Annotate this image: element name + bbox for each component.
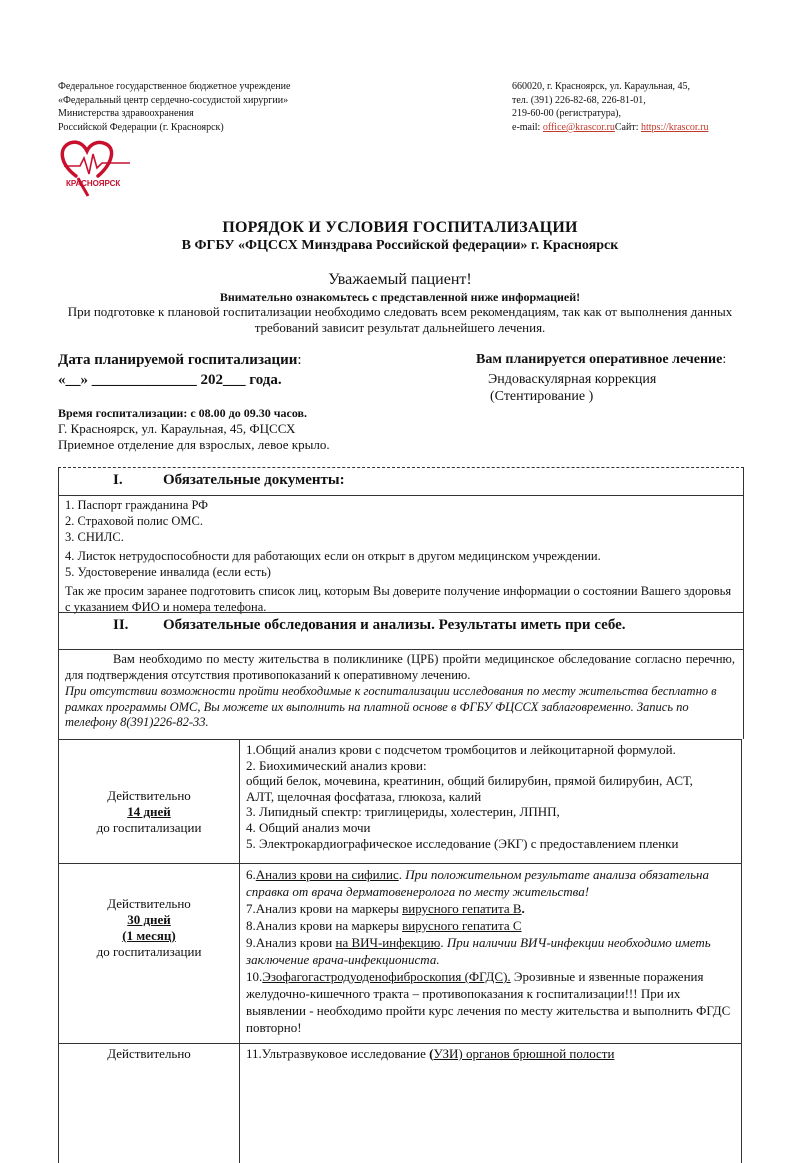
exam-item: 2. Биохимический анализ крови: (246, 757, 427, 773)
item-end: . (521, 901, 525, 916)
section-title: Обязательные обследования и анализы. Результаты иметь при себе. (163, 617, 626, 633)
hepatitis-b-test: вирусного гепатита В (402, 901, 522, 916)
operation-label-colon: : (722, 352, 727, 367)
heart-logo-icon (56, 136, 136, 202)
contacts-note: Так же просим заранее подготовить список лиц, которым Вы доверите получение информации о состоянии Вашего здоровья с указанием ФИО и номера телефона. (65, 584, 732, 614)
exam-item: 5. Электрокардиографическое исследование (ЭКГ) с предоставлением пленки (246, 835, 679, 851)
operation-label-text: Вам планируется оперативное лечение (476, 352, 723, 367)
email-site-line (512, 121, 792, 135)
exams-cell (239, 739, 742, 864)
hospitalization-time: Время госпитализации: с 08.00 до 09.30 часов. (58, 406, 307, 420)
date-label-colon: : (297, 352, 302, 368)
operation-line: (Стентирование ) (490, 389, 594, 404)
item-text: 7.Анализ крови на маркеры (246, 901, 403, 916)
ultrasound-test: УЗИ) органов брюшной полости (433, 1046, 615, 1061)
section-number: I. (113, 472, 123, 488)
fgds-note: Эрозивные и язвенные поражения желудочно-кишечного тракта – противопоказания к госпитализации!!! При их выявлении - необходимо пройти курс лечения по месту жительства и выполнить ФГДС повторно! (246, 969, 731, 1035)
exam-item (246, 917, 735, 934)
item-text: 8.Анализ крови на маркеры (246, 918, 403, 933)
operation-line: Эндоваскулярная коррекция (488, 372, 657, 387)
exam-item: АЛТ, щелочная фосфатаза, глюкоза, калий (246, 788, 482, 804)
validity-cell (58, 863, 240, 1044)
exam-item (246, 866, 735, 900)
exam-item: 1.Общий анализ крови с подсчетом тромбоцитов и лейкоцитарной формулой. (246, 742, 676, 757)
hepatitis-c-test: вирусного гепатита С (402, 918, 522, 933)
exam-item: 4. Общий анализ мочи (246, 819, 371, 835)
section-2-intro (58, 649, 744, 739)
email-link[interactable]: office@krascor.ru (542, 121, 615, 133)
exams-table (58, 739, 742, 1131)
separator: . (440, 935, 447, 950)
validity-until: до госпитализации (96, 820, 202, 835)
department-line: Приемное отделение для взрослых, левое крыло. (58, 437, 330, 452)
list-item: 1. Паспорт гражданина РФ (65, 498, 209, 512)
item-text: 11.Ультразвуковое исследование (246, 1046, 430, 1061)
paid-option-note: При отсутствии возможности пройти необходимые к госпитализации исследования по месту жительства бесплатно в рамках программы ОМС, Вы можете их выполнить на платной основе в ФГБУ ФЦССХ заблаговременно. Запись по телефону 8(391)226-82-33. (65, 684, 717, 729)
separator: . (398, 867, 406, 882)
exams-cell (239, 863, 742, 1044)
validity-cell (58, 739, 240, 864)
exam-item (246, 900, 735, 917)
validity-label: Действительно (107, 896, 191, 911)
list-item: 4. Листок нетрудоспособности для работающих если он открыт в другом медицинском учреждении. (65, 549, 601, 563)
exam-item (246, 1046, 735, 1062)
documents-list (58, 495, 744, 612)
exam-instructions: Вам необходимо по месту жительства в поликлинике (ЦРБ) пройти медицинское обследование согласно перечню, для подтверждения отсутствия противопоказаний к оперативному лечению. (65, 652, 735, 682)
institution-line: «Федеральный центр сердечно-сосудистой хирургии» (58, 94, 289, 106)
date-field[interactable]: «__» ______________ 202___ года. (58, 372, 282, 388)
validity-days: 14 дней (127, 804, 171, 819)
institution-line: Федеральное государственное бюджетное учреждение (58, 81, 291, 92)
section-2-header (58, 612, 744, 650)
validity-label: Действительно (107, 1046, 191, 1061)
list-item: 3. СНИЛС. (65, 530, 124, 544)
item-number: 6. (246, 867, 256, 882)
institution-block (58, 80, 458, 134)
institution-line: Российской Федерации (г. Красноярск) (58, 121, 224, 133)
exam-item (246, 968, 735, 1036)
email-prefix: e-mail: (512, 121, 543, 133)
operation-label (476, 352, 726, 368)
section-title: Обязательные документы: (163, 472, 345, 488)
fgds-test: Эзофагогастродуоденофиброскопия (ФГДС). (262, 969, 511, 984)
exam-item (246, 934, 735, 968)
item-paren: ( (429, 1046, 434, 1061)
date-label-text: Дата планируемой госпитализации (58, 352, 298, 368)
intro-bold: Внимательно ознакомьтесь с представленной ниже информацией! (219, 290, 581, 304)
exam-item: 3. Липидный спектр: триглицериды, холестерин, ЛПНП, (246, 804, 560, 820)
hiv-test: на ВИЧ-инфекцию (335, 935, 441, 950)
logo-text: КРАСНОЯРСК (66, 179, 121, 188)
exam-item: общий белок, мочевина, креатинин, общий билирубин, прямой билирубин, АСТ, (246, 773, 693, 789)
syphilis-note: При положительном результате анализа обязательна справка от врача дерматовенеролога по месту жительства! (246, 867, 709, 899)
greeting: Уважаемый пациент! (328, 271, 472, 288)
validity-label: Действительно (107, 788, 191, 803)
site-link[interactable]: https://krascor.ru (641, 121, 709, 133)
list-item: 5. Удостоверение инвалида (если есть) (65, 565, 271, 579)
phone-line: 219-60-00 (регистратура), (512, 108, 621, 120)
validity-month: (1 месяц) (122, 928, 176, 943)
validity-days: 30 дней (127, 912, 171, 927)
validity-until: до госпитализации (96, 944, 202, 959)
contact-block (512, 80, 792, 134)
date-label (58, 352, 302, 369)
page-subtitle: В ФГБУ «ФЦССХ Минздрава Российской федерации» г. Красноярск (181, 238, 619, 253)
heart-logo (56, 136, 136, 202)
site-prefix: Сайт: (614, 121, 641, 133)
institution-line: Министерства здравоохранения (58, 108, 194, 120)
address-block (58, 421, 330, 453)
intro-text: При подготовке к плановой госпитализации необходимо следовать всем рекомендациям, так как от выполнения данных требований зависит результат дальнейшего лечения. (67, 304, 733, 335)
address-line: 660020, г. Красноярск, ул. Караульная, 45, (512, 81, 691, 92)
phone-line: тел. (391) 226-82-68, 226-81-01, (512, 94, 646, 106)
validity-cell (58, 1043, 240, 1163)
section-number: II. (113, 617, 129, 633)
syphilis-test: Анализ крови на сифилис (255, 867, 399, 882)
page-title: ПОРЯДОК И УСЛОВИЯ ГОСПИТАЛИЗАЦИИ (222, 219, 578, 236)
address-line: Г. Красноярск, ул. Караульная, 45, ФЦССХ (58, 421, 296, 436)
hiv-note: При наличии ВИЧ-инфекции необходимо иметь заключение врача-инфекциониста. (246, 935, 711, 967)
section-1-header (58, 467, 744, 496)
list-item: 2. Страховой полис ОМС. (65, 514, 203, 528)
item-number: 10. (246, 969, 263, 984)
exams-cell (239, 1043, 742, 1163)
item-text: 9.Анализ крови (246, 935, 336, 950)
